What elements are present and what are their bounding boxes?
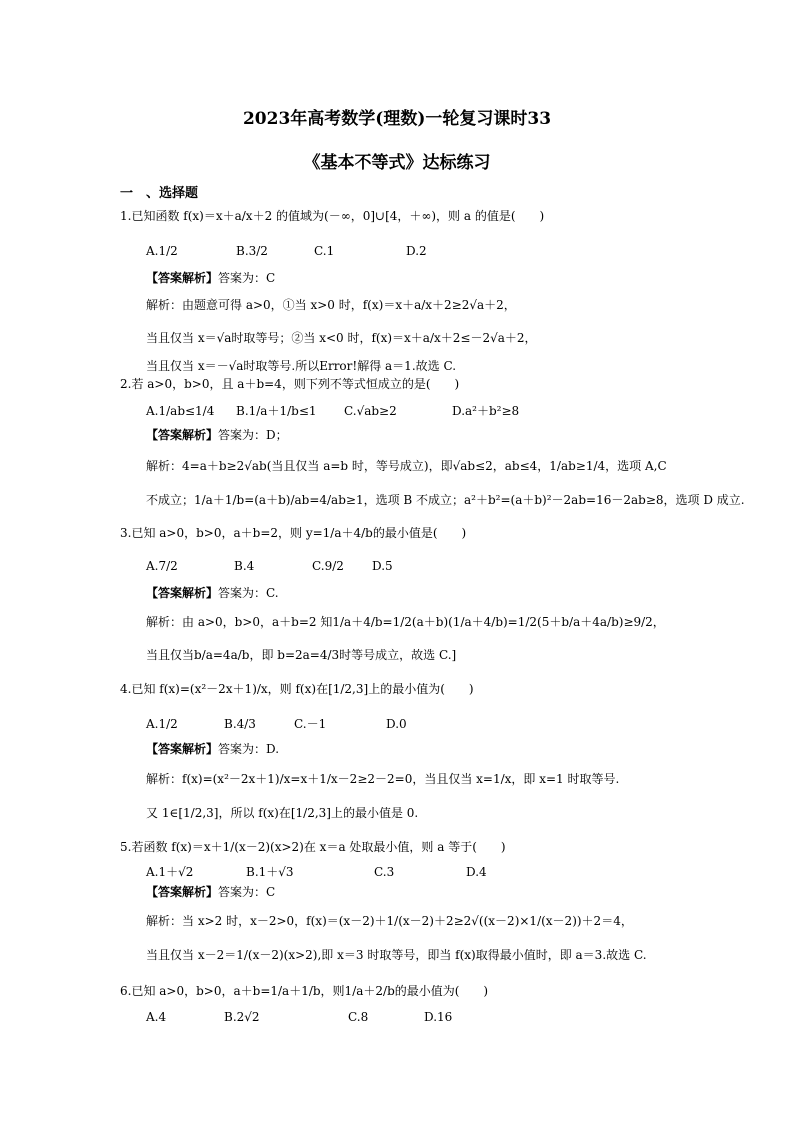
q4-answer: 【答案解析】答案为：D. bbox=[146, 742, 280, 756]
section-heading: 一 、选择题 bbox=[120, 186, 199, 201]
q3-stem: 3.已知 a>0，b>0，a＋b=2，则 y=1/a＋4/b的最小值是( ) bbox=[120, 526, 467, 540]
q4-option-b: B.4/3 bbox=[224, 717, 256, 731]
q5-answer: 【答案解析】答案为：C bbox=[146, 885, 276, 899]
q2-solution-1: 解析：4=a＋b≥2√ab(当且仅当 a=b 时，等号成立)，即√ab≤2，ab≤4，1/ab≥1/4，选项 A,C bbox=[146, 459, 667, 473]
q2-option-b: B.1/a＋1/b≤1 bbox=[236, 404, 317, 418]
q3-options bbox=[146, 558, 393, 574]
q2-stem: 2.若 a>0，b>0，且 a＋b=4，则下列不等式恒成立的是( ) bbox=[120, 377, 460, 391]
q1-option-a: A.1/2 bbox=[146, 244, 178, 258]
q4-stem: 4.已知 f(x)=(x²－2x＋1)/x，则 f(x)在[1/2,3]上的最小值为( ) bbox=[120, 682, 474, 696]
title-line-1: 2023年高考数学(理数)一轮复习课时33 bbox=[242, 109, 552, 129]
q5-option-d: D.4 bbox=[466, 865, 487, 879]
q2-option-d: D.a²＋b²≥8 bbox=[452, 404, 520, 418]
q6-stem: 6.已知 a>0，b>0，a＋b=1/a＋1/b，则1/a＋2/b的最小值为( ) bbox=[120, 984, 489, 998]
q4-option-a: A.1/2 bbox=[146, 717, 178, 731]
q2-option-c: C.√ab≥2 bbox=[344, 404, 397, 418]
q3-option-c: C.9/2 bbox=[312, 559, 344, 573]
q5-solution-2: 当且仅当 x－2＝1/(x－2)(x>2),即 x＝3 时取等号，即当 f(x)取得最小值时，即 a＝3.故选 C. bbox=[146, 948, 647, 962]
q1-answer: 【答案解析】答案为：C bbox=[146, 271, 276, 285]
q1-option-b: B.3/2 bbox=[236, 244, 268, 258]
title-line-2: 《基本不等式》达标练习 bbox=[303, 153, 491, 173]
q1-solution-3: 当且仅当 x＝－√a时取等号.所以Error!解得 a＝1.故选 C. bbox=[146, 359, 457, 373]
q1-options bbox=[146, 243, 427, 259]
q4-solution-1: 解析：f(x)=(x²－2x＋1)/x=x＋1/x－2≥2－2=0，当且仅当 x=1/x，即 x=1 时取等号. bbox=[146, 772, 620, 786]
q2-options bbox=[146, 403, 519, 419]
q1-stem: 1.已知函数 f(x)＝x＋a/x＋2 的值域为(－∞，0]∪[4，＋∞)，则 a 的值是( ) bbox=[120, 209, 545, 223]
q6-option-c: C.8 bbox=[348, 1010, 369, 1024]
q4-option-d: D.0 bbox=[386, 717, 407, 731]
q4-options bbox=[146, 716, 407, 732]
q5-solution-1: 解析：当 x>2 时，x－2>0，f(x)＝(x－2)＋1/(x－2)＋2≥2√((x－2)×1/(x－2))＋2＝4， bbox=[146, 914, 633, 928]
q1-solution-2: 当且仅当 x＝√a时取等号；②当 x<0 时，f(x)＝x＋a/x＋2≤－2√a＋2， bbox=[146, 331, 537, 345]
q1-option-c: C.1 bbox=[314, 244, 335, 258]
q5-option-c: C.3 bbox=[374, 865, 395, 879]
q2-solution-2: 不成立；1/a＋1/b=(a＋b)/ab=4/ab≥1，选项 B 不成立；a²＋b²=(a＋b)²－2ab=16－2ab≥8，选项 D 成立. bbox=[146, 493, 745, 507]
q2-option-a: A.1/ab≤1/4 bbox=[146, 404, 215, 418]
q6-option-a: A.4 bbox=[146, 1010, 167, 1024]
q6-options bbox=[146, 1009, 452, 1025]
q3-option-b: B.4 bbox=[234, 559, 255, 573]
q4-option-c: C.－1 bbox=[294, 717, 327, 731]
q6-option-d: D.16 bbox=[424, 1010, 453, 1024]
q6-option-b: B.2√2 bbox=[224, 1010, 260, 1024]
q1-solution-1: 解析：由题意可得 a>0，①当 x>0 时，f(x)＝x＋a/x＋2≥2√a＋2， bbox=[146, 298, 516, 312]
q3-option-a: A.7/2 bbox=[146, 559, 178, 573]
q5-option-b: B.1＋√3 bbox=[246, 865, 294, 879]
q3-solution-1: 解析：由 a>0，b>0，a＋b=2 知1/a＋4/b=1/2(a＋b)(1/a＋4/b)=1/2(5＋b/a＋4a/b)≥9/2， bbox=[146, 615, 665, 629]
q5-stem: 5.若函数 f(x)＝x＋1/(x－2)(x>2)在 x＝a 处取最小值，则 a 等于( ) bbox=[120, 840, 506, 854]
q5-option-a: A.1＋√2 bbox=[146, 865, 194, 879]
q2-answer: 【答案解析】答案为：D； bbox=[146, 428, 288, 442]
q3-solution-2: 当且仅当b/a=4a/b，即 b=2a=4/3时等号成立，故选 C.] bbox=[146, 648, 457, 662]
q3-option-d: D.5 bbox=[372, 559, 393, 573]
q4-solution-2: 又 1∈[1/2,3]，所以 f(x)在[1/2,3]上的最小值是 0. bbox=[146, 806, 419, 820]
q5-options bbox=[146, 864, 487, 880]
q3-answer: 【答案解析】答案为：C. bbox=[146, 586, 279, 600]
q1-option-d: D.2 bbox=[406, 244, 427, 258]
